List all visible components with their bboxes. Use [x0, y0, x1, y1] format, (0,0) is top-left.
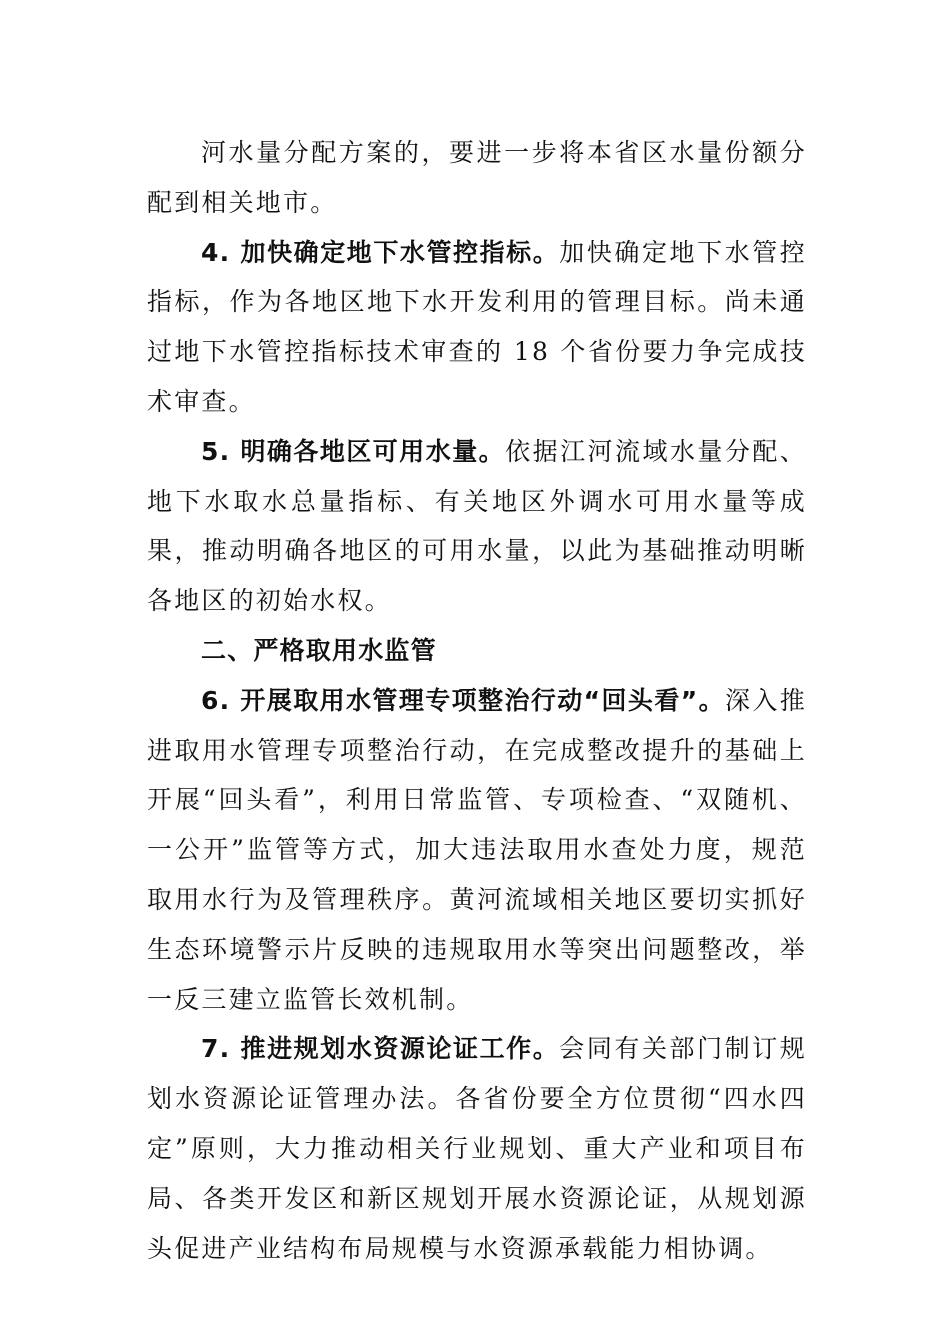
document-page [147, 128, 807, 1273]
item-6-lead: 6. 开展取用水管理专项整治行动“回头看”。 [201, 685, 725, 715]
item-7-lead: 7. 推进规划水资源论证工作。 [201, 1034, 560, 1064]
section-heading-2: 二、严格取用水监管 [201, 635, 437, 665]
paragraph-item-5 [147, 427, 807, 626]
item-5-body: 依据江河流域水量分配、地下水取水总量指标、有关地区外调水可用水量等成果，推动明确各地区的可用水量，以此为基础推动明晰各地区的初始水权。 [147, 436, 808, 616]
item-6-body: 深入推进取用水管理专项整治行动，在完成整改提升的基础上开展“回头看”，利用日常监管、专项检查、“双随机、一公开”监管等方式，加大违法取用水查处力度，规范取用水行为及管理秩序。黄河流域相关地区要切实抓好生态环境警示片反映的违规取用水等突出问题整改，举一反三建立监管长效机制。 [147, 685, 807, 1014]
item-4-body: 加快确定地下水管控指标，作为各地区地下水开发利用的管理目标。尚未通过地下水管控指标技术审查的 18 个省份要力争完成技术审查。 [147, 237, 807, 416]
item-4-lead: 4. 加快确定地下水管控指标。 [201, 237, 560, 267]
paragraph-item-7 [147, 1024, 807, 1273]
paragraph-item-6 [147, 676, 807, 1025]
item-7-body: 会同有关部门制订规划水资源论证管理办法。各省份要全方位贯彻“四水四定”原则，大力推动相关行业规划、重大产业和项目布局、各类开发区和新区规划开展水资源论证，从规划源头促进产业结构布局规模与水资源承载能力相协调。 [147, 1034, 807, 1263]
item-5-lead: 5. 明确各地区可用水量。 [201, 436, 506, 466]
paragraph-item-4 [147, 228, 807, 427]
paragraph-continuation-text: 河水量分配方案的，要进一步将本省区水量份额分配到相关地市。 [147, 138, 807, 217]
paragraph-continuation [147, 128, 807, 228]
